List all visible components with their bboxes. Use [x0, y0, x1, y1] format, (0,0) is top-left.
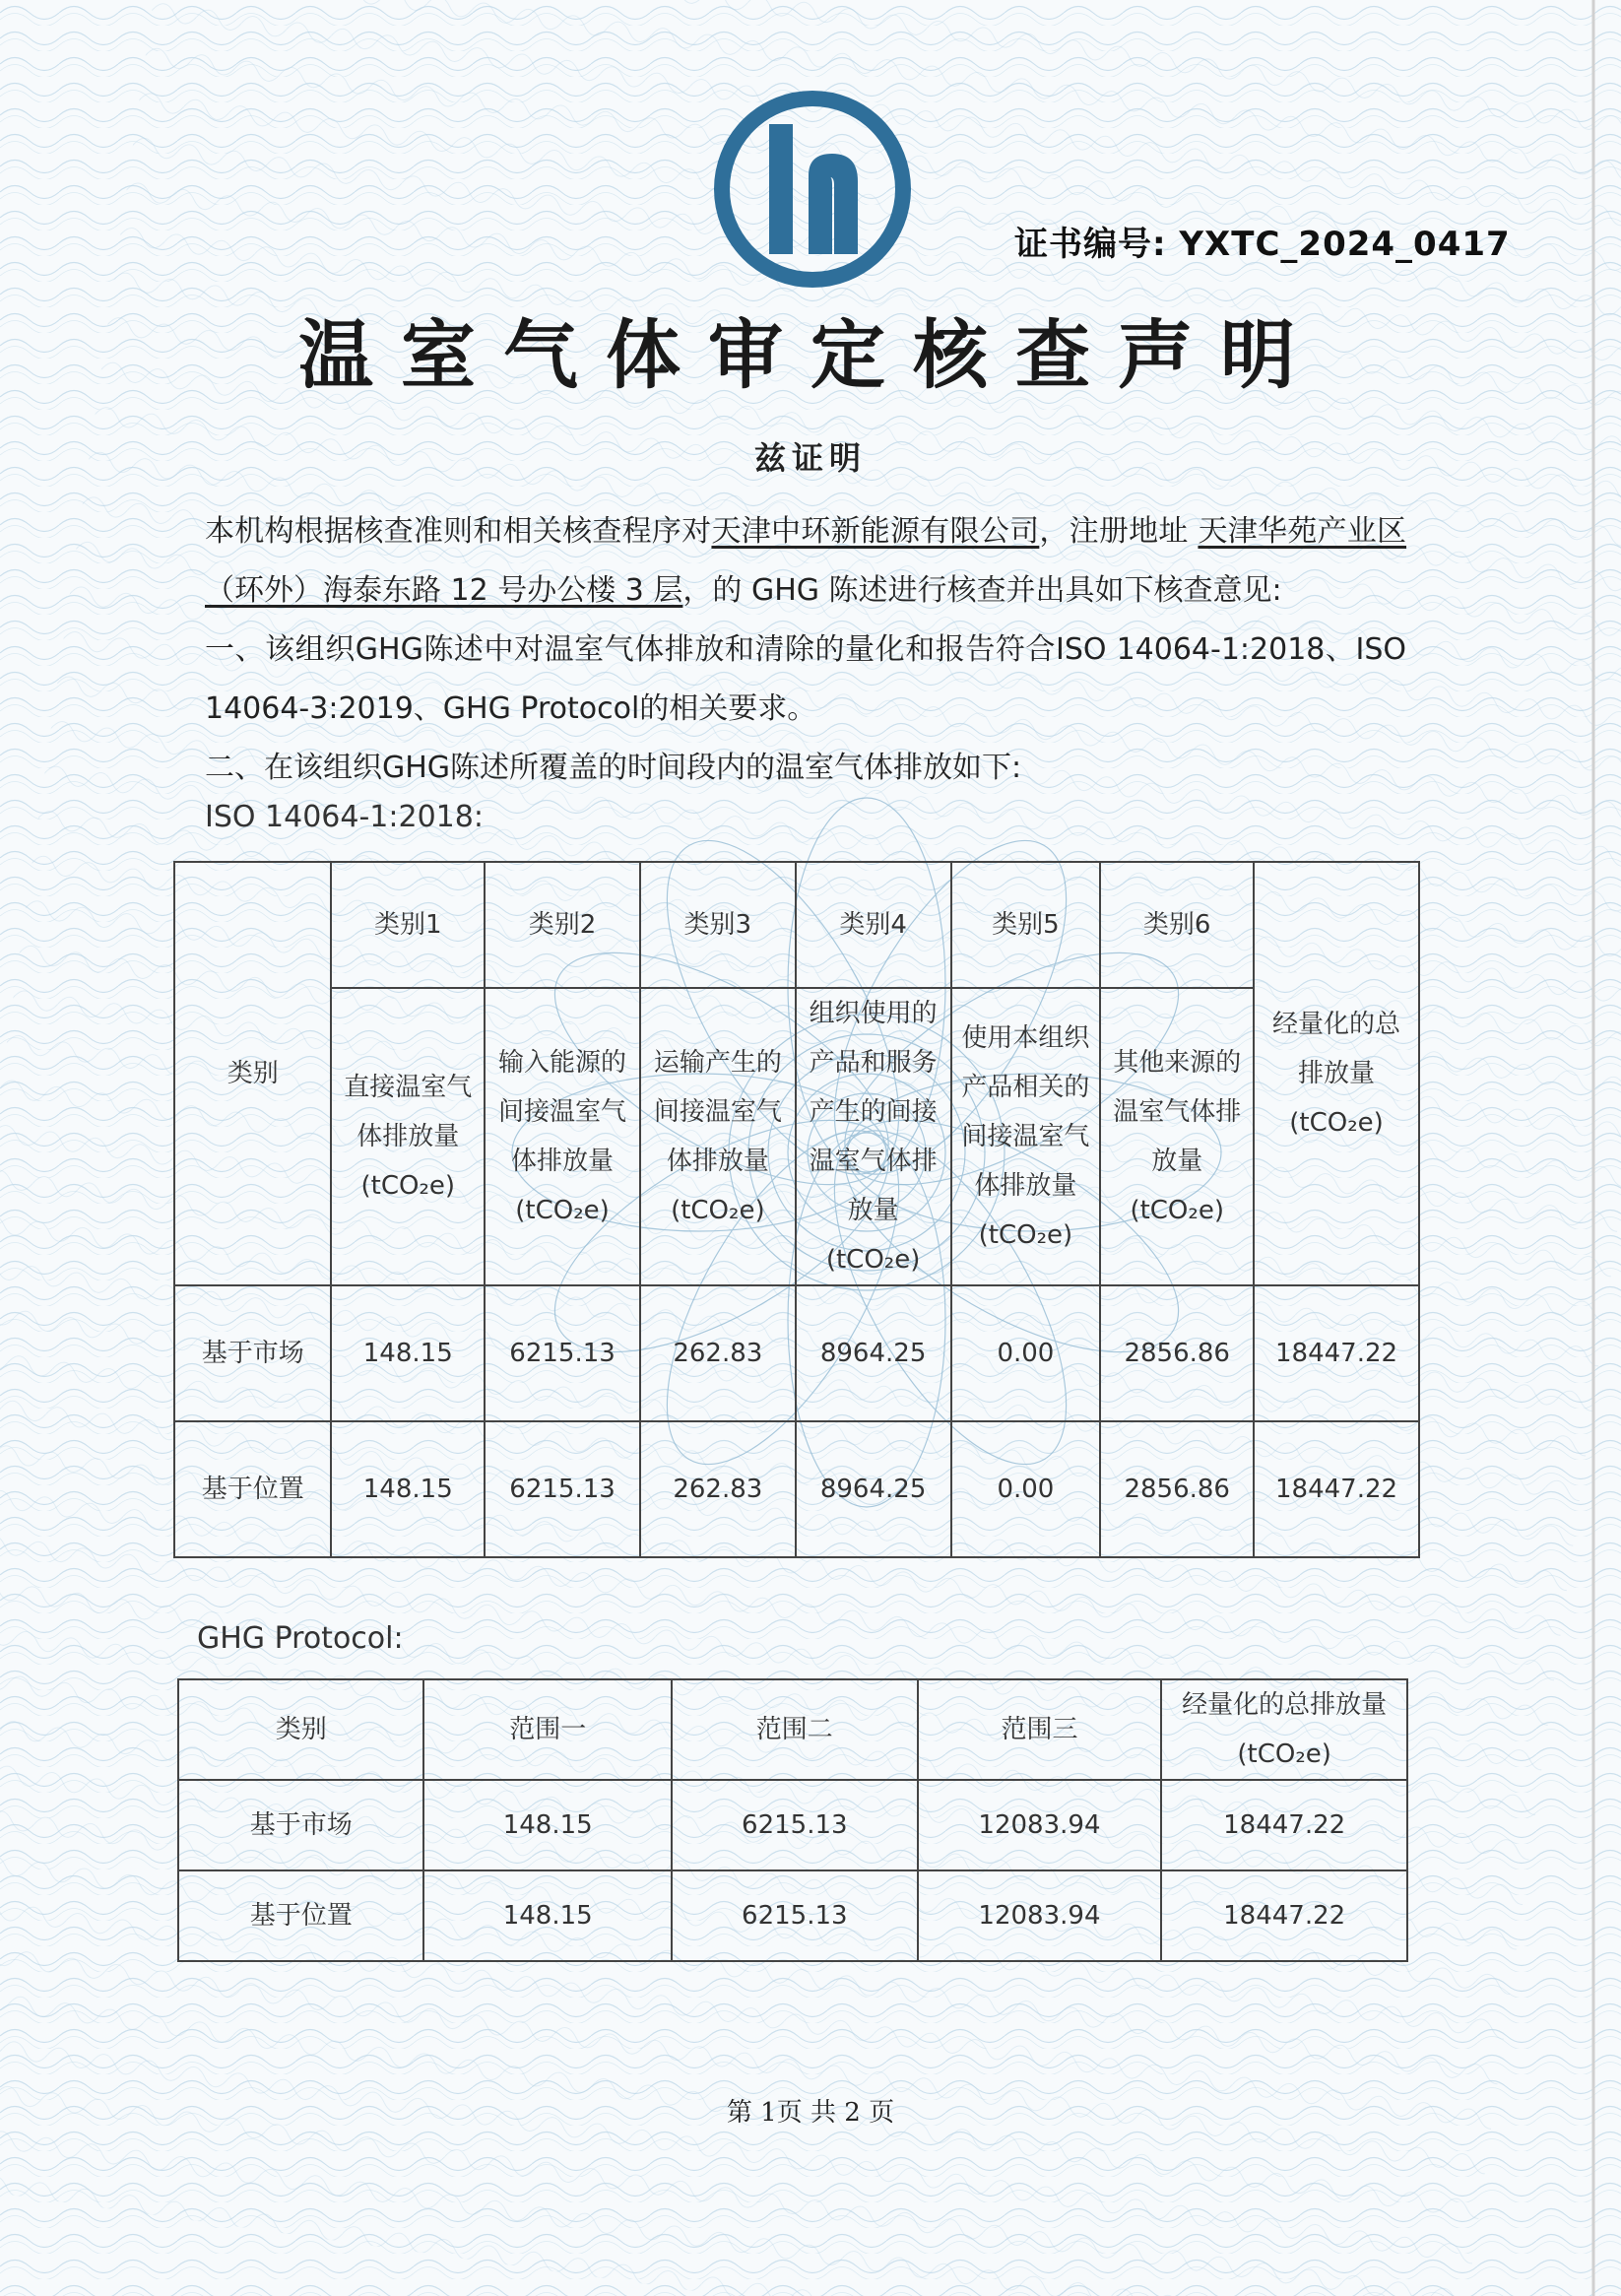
point-2: 二、在该组织GHG陈述所覆盖的时间段内的温室气体排放如下: — [205, 751, 1022, 785]
category-description-cell — [796, 988, 951, 1285]
category-description-cell — [951, 988, 1101, 1285]
table-header-row — [174, 862, 1419, 988]
category-header: 类别5 — [951, 862, 1101, 988]
intro-paragraph — [205, 502, 1406, 621]
iso-emissions-table — [173, 861, 1420, 1558]
column-header: 范围三 — [918, 1679, 1162, 1780]
table-cell: 0.00 — [951, 1285, 1101, 1421]
row-header-cell: 类别 — [174, 862, 331, 1285]
table-cell: 6215.13 — [672, 1780, 918, 1870]
category-header: 类别6 — [1100, 862, 1254, 988]
table-header-row — [178, 1679, 1407, 1780]
company-logo — [714, 91, 911, 288]
body-text — [205, 502, 1406, 798]
table-cell: 6215.13 — [485, 1285, 640, 1421]
table-cell: 12083.94 — [918, 1780, 1162, 1870]
table-cell: 18447.22 — [1254, 1285, 1419, 1421]
ghg-protocol-table — [177, 1678, 1408, 1962]
table-cell: 8964.25 — [796, 1285, 951, 1421]
page-subtitle: 兹证明 — [753, 439, 867, 477]
table-description-row — [174, 988, 1419, 1285]
point-1: 一、该组织GHG陈述中对温室气体排放和清除的量化和报告符合ISO 14064-1:2018、ISO 14064-3:2019、GHG Protocol的相关要求。 — [205, 632, 1406, 726]
table-cell: 8964.25 — [796, 1421, 951, 1557]
intro-prefix: 本机构根据核查准则和相关核查程序对 — [205, 514, 712, 549]
total-header: 经量化的总排放量 — [1272, 1010, 1401, 1088]
unit-label: (tCO₂e) — [1130, 1196, 1224, 1225]
table-cell: 2856.86 — [1100, 1421, 1254, 1557]
table-cell: 18447.22 — [1254, 1421, 1419, 1557]
table-row — [178, 1780, 1407, 1870]
column-header: 范围二 — [672, 1679, 918, 1780]
table-cell: 12083.94 — [918, 1870, 1162, 1961]
page-indicator: 第 1页 共 2 页 — [726, 2098, 895, 2128]
table-cell: 148.15 — [331, 1421, 485, 1557]
unit-label: (tCO₂e) — [1289, 1108, 1384, 1138]
category-header: 类别2 — [485, 862, 640, 988]
category-description: 组织使用的产品和服务产生的间接温室气体排放量 — [809, 999, 938, 1225]
iso-table-label: ISO 14064-1:2018: — [205, 800, 484, 834]
column-header: 范围一 — [423, 1679, 672, 1780]
table-row — [174, 1421, 1419, 1557]
category-header: 类别1 — [331, 862, 485, 988]
category-description: 其他来源的温室气体排放量 — [1113, 1048, 1242, 1176]
unit-label: (tCO₂e) — [360, 1171, 456, 1201]
table-cell: 18447.22 — [1161, 1780, 1407, 1870]
category-description: 运输产生的间接温室气体排放量 — [653, 1048, 782, 1176]
table-row — [178, 1870, 1407, 1961]
table-cell: 0.00 — [951, 1421, 1101, 1557]
table-cell: 262.83 — [640, 1285, 796, 1421]
ghg-table-label: GHG Protocol: — [197, 1621, 404, 1656]
category-description-cell — [331, 988, 485, 1285]
intro-suffix: ，的 GHG 陈述进行核查并出具如下核查意见: — [682, 573, 1282, 608]
table-row — [174, 1285, 1419, 1421]
table-cell: 6215.13 — [485, 1421, 640, 1557]
address-label: ，注册地址 — [1039, 514, 1189, 549]
unit-label: (tCO₂e) — [671, 1196, 765, 1225]
table-cell: 148.15 — [331, 1285, 485, 1421]
category-description-cell — [1100, 988, 1254, 1285]
row-label: 基于市场 — [174, 1285, 331, 1421]
category-description-cell — [485, 988, 640, 1285]
unit-label: (tCO₂e) — [515, 1196, 610, 1225]
total-header-cell — [1161, 1679, 1407, 1780]
table-cell: 148.15 — [423, 1870, 672, 1961]
table-cell: 18447.22 — [1161, 1870, 1407, 1961]
category-description: 使用本组织产品相关的间接温室气体排放量 — [961, 1023, 1090, 1201]
unit-label: (tCO₂e) — [978, 1220, 1073, 1250]
company-address: 天津华苑产业区（环外）海泰东路 12 号办公楼 3 层 — [205, 514, 1407, 608]
row-label: 基于位置 — [178, 1870, 423, 1961]
table-cell: 148.15 — [423, 1780, 672, 1870]
unit-label: (tCO₂e) — [1237, 1739, 1331, 1769]
table-cell: 2856.86 — [1100, 1285, 1254, 1421]
company-name: 天津中环新能源有限公司 — [711, 514, 1040, 549]
certificate-number: 证书编号: YXTC_2024_0417 — [1014, 225, 1511, 264]
category-description-cell — [640, 988, 796, 1285]
category-description: 输入能源的间接温室气体排放量 — [498, 1048, 627, 1176]
category-header: 类别4 — [796, 862, 951, 988]
total-header: 经量化的总排放量 — [1182, 1690, 1388, 1720]
category-header: 类别3 — [640, 862, 796, 988]
table-cell: 262.83 — [640, 1421, 796, 1557]
unit-label: (tCO₂e) — [825, 1245, 921, 1275]
total-header-cell — [1254, 862, 1419, 1285]
column-header: 类别 — [178, 1679, 423, 1780]
category-description: 直接温室气体排放量 — [344, 1073, 473, 1151]
row-label: 基于市场 — [178, 1780, 423, 1870]
table-cell: 6215.13 — [672, 1870, 918, 1961]
page-title: 温室气体审定核查声明 — [298, 311, 1323, 399]
row-label: 基于位置 — [174, 1421, 331, 1557]
